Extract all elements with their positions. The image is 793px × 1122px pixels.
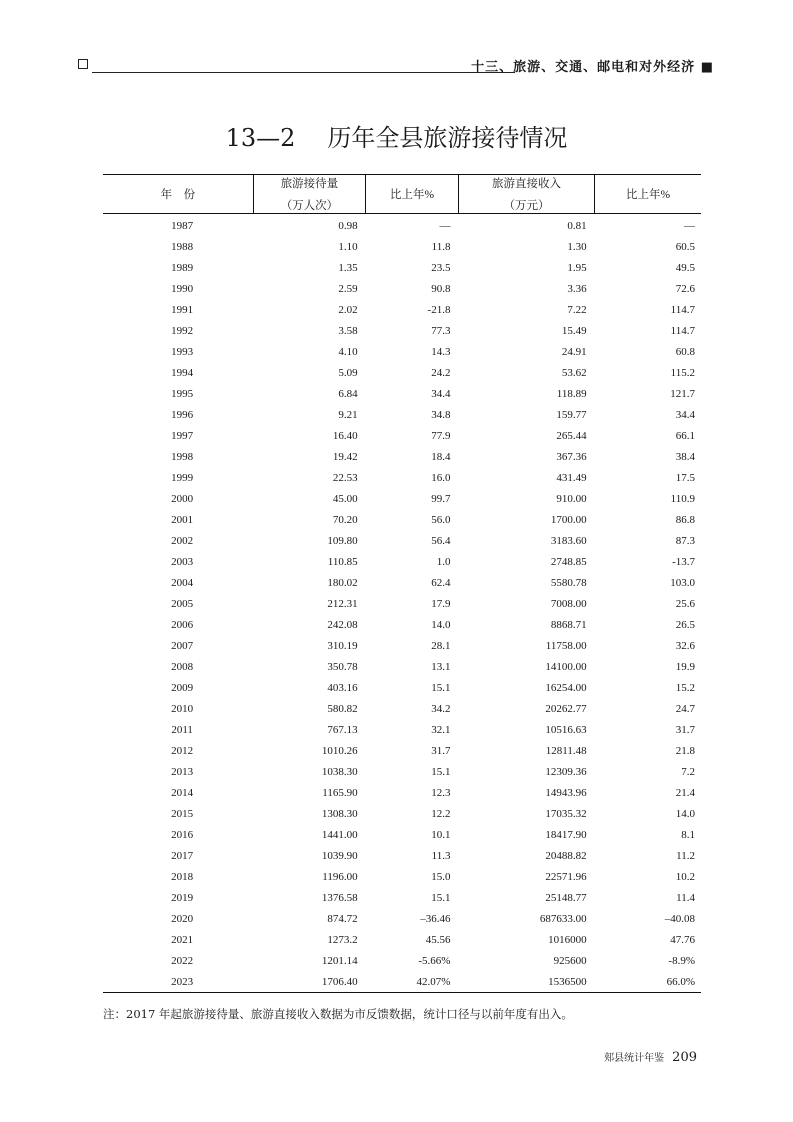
cell-visitors: 350.78 — [327, 660, 358, 673]
cell-revenue-growth: 60.5 — [675, 240, 695, 253]
cell-visitors-growth: 15.1 — [431, 765, 451, 778]
cell-visitors-growth: 45.56 — [425, 933, 451, 946]
table-row — [103, 614, 701, 635]
cell-visitors: 1038.30 — [321, 765, 358, 778]
cell-revenue-growth: -8.9% — [668, 954, 695, 967]
cell-visitors-growth: — — [439, 219, 451, 232]
running-header — [78, 56, 714, 74]
cell-visitors: 5.09 — [338, 366, 358, 379]
cell-year: 2012 — [171, 744, 194, 757]
cell-revenue: 159.77 — [556, 408, 587, 421]
cell-visitors-growth: 62.4 — [431, 576, 451, 589]
cell-visitors: 1201.14 — [321, 954, 358, 967]
cell-revenue-growth: 114.7 — [670, 324, 695, 337]
page-number: 209 — [672, 1050, 697, 1065]
cell-visitors-growth: 15.1 — [431, 891, 451, 904]
table-body — [103, 214, 701, 993]
cell-visitors-growth: 14.3 — [431, 345, 451, 358]
cell-year: 1995 — [171, 387, 194, 400]
table-row — [103, 257, 701, 278]
cell-revenue: 14100.00 — [545, 660, 587, 673]
cell-revenue-growth: — — [684, 219, 695, 232]
cell-revenue-growth: 17.5 — [675, 471, 695, 484]
cell-revenue: 3183.60 — [550, 534, 587, 547]
cell-year: 1999 — [171, 471, 194, 484]
cell-visitors-growth: 34.8 — [431, 408, 451, 421]
cell-year: 1988 — [171, 240, 194, 253]
table-row — [103, 488, 701, 509]
col-year: 年 份 — [103, 175, 253, 214]
cell-revenue-growth: 21.8 — [675, 744, 695, 757]
cell-year: 2008 — [171, 660, 194, 673]
table-row — [103, 803, 701, 824]
table-row — [103, 572, 701, 593]
cell-year: 2016 — [171, 828, 194, 841]
col-visitors-growth: 比上年% — [366, 175, 459, 214]
cell-revenue: 12811.48 — [545, 744, 587, 757]
table-number: 13—2 — [225, 124, 296, 152]
cell-revenue: 10516.63 — [545, 723, 587, 736]
table-row — [103, 677, 701, 698]
cell-year: 2014 — [171, 786, 194, 799]
cell-visitors: 1010.26 — [321, 744, 358, 757]
cell-revenue: 1016000 — [548, 933, 587, 946]
cell-year: 2023 — [103, 971, 253, 993]
cell-revenue-growth: 21.4 — [675, 786, 695, 799]
cell-year: 2019 — [171, 891, 194, 904]
cell-visitors-growth: 15.0 — [431, 870, 451, 883]
cell-visitors-growth: 16.0 — [431, 471, 451, 484]
table-row — [103, 908, 701, 929]
cell-year: 2013 — [171, 765, 194, 778]
cell-year: 1991 — [171, 303, 194, 316]
cell-year: 2004 — [171, 576, 194, 589]
cell-visitors-growth: 1.0 — [436, 555, 451, 568]
cell-visitors: 767.13 — [327, 723, 358, 736]
cell-visitors: 1706.40 — [253, 971, 365, 993]
table-row — [103, 341, 701, 362]
col-revenue: 旅游直接收入 （万元） — [458, 175, 594, 214]
cell-revenue: 910.00 — [556, 492, 587, 505]
cell-revenue: 7.22 — [567, 303, 587, 316]
cell-revenue: 53.62 — [561, 366, 587, 379]
cell-revenue-growth: -13.7 — [672, 555, 695, 568]
cell-revenue-growth: 66.1 — [675, 429, 695, 442]
cell-revenue-growth: 38.4 — [675, 450, 695, 463]
cell-year: 2009 — [171, 681, 194, 694]
cell-year: 2000 — [171, 492, 194, 505]
cell-visitors-growth: 15.1 — [431, 681, 451, 694]
header-box-icon — [78, 59, 88, 69]
cell-revenue: 925600 — [553, 954, 587, 967]
cell-visitors: 9.21 — [338, 408, 358, 421]
cell-visitors: 1165.90 — [322, 786, 358, 799]
table-row — [103, 467, 701, 488]
cell-year: 1998 — [171, 450, 194, 463]
cell-revenue: 16254.00 — [545, 681, 587, 694]
table-row — [103, 740, 701, 761]
cell-visitors-growth: 23.5 — [431, 261, 451, 274]
cell-visitors: 110.85 — [327, 555, 358, 568]
cell-visitors-growth: 42.07% — [366, 971, 459, 993]
cell-revenue: 7008.00 — [550, 597, 587, 610]
cell-revenue: 22571.96 — [545, 870, 587, 883]
table-row — [103, 551, 701, 572]
cell-visitors: 310.19 — [327, 639, 358, 652]
cell-revenue-growth: 15.2 — [675, 681, 695, 694]
cell-revenue-growth: 11.2 — [676, 849, 695, 862]
cell-year: 2011 — [171, 723, 193, 736]
cell-visitors-growth: 34.4 — [431, 387, 451, 400]
cell-year: 2018 — [171, 870, 194, 883]
cell-visitors-growth: 11.3 — [431, 849, 451, 862]
cell-revenue: 5580.78 — [550, 576, 587, 589]
table-row — [103, 845, 701, 866]
cell-revenue-growth: 32.6 — [675, 639, 695, 652]
cell-visitors-growth: 10.1 — [431, 828, 451, 841]
cell-year: 2002 — [171, 534, 194, 547]
table-row — [103, 950, 701, 971]
cell-year: 1993 — [171, 345, 194, 358]
cell-visitors: 1.35 — [338, 261, 358, 274]
cell-revenue-growth: 87.3 — [675, 534, 695, 547]
cell-visitors-growth: 18.4 — [431, 450, 451, 463]
table-row — [103, 887, 701, 908]
cell-revenue-growth: 66.0% — [595, 971, 701, 993]
cell-visitors-growth: 34.2 — [431, 702, 451, 715]
table-row — [103, 656, 701, 677]
cell-revenue: 24.91 — [561, 345, 587, 358]
cell-revenue: 12309.36 — [545, 765, 587, 778]
cell-revenue-growth: 103.0 — [670, 576, 695, 589]
cell-visitors: 212.31 — [327, 597, 358, 610]
cell-visitors: 874.72 — [327, 912, 358, 925]
cell-visitors: 109.80 — [327, 534, 358, 547]
cell-year: 1990 — [171, 282, 194, 295]
cell-visitors-growth: 31.7 — [431, 744, 451, 757]
cell-visitors: 1196.00 — [322, 870, 358, 883]
cell-revenue-growth: 24.7 — [675, 702, 695, 715]
cell-year: 1992 — [171, 324, 194, 337]
cell-visitors-growth: 14.0 — [431, 618, 451, 631]
cell-revenue: 431.49 — [556, 471, 587, 484]
cell-visitors: 2.02 — [338, 303, 358, 316]
cell-revenue: 11758.00 — [545, 639, 587, 652]
cell-year: 2010 — [171, 702, 194, 715]
header-row — [103, 175, 701, 214]
table-row — [103, 971, 701, 993]
cell-visitors-growth: 77.3 — [431, 324, 451, 337]
cell-revenue-growth: 25.6 — [675, 597, 695, 610]
cell-revenue-growth: 49.5 — [675, 261, 695, 274]
cell-revenue: 14943.96 — [545, 786, 587, 799]
table-row — [103, 278, 701, 299]
cell-visitors: 6.84 — [338, 387, 358, 400]
cell-revenue: 367.36 — [556, 450, 587, 463]
table-row — [103, 446, 701, 467]
cell-visitors-growth: 17.9 — [431, 597, 451, 610]
cell-year: 1996 — [171, 408, 194, 421]
cell-revenue-growth: 11.4 — [676, 891, 695, 904]
cell-visitors-growth: 24.2 — [431, 366, 451, 379]
table-row — [103, 719, 701, 740]
cell-revenue-growth: –40.08 — [664, 912, 695, 925]
cell-visitors: 580.82 — [327, 702, 358, 715]
cell-revenue: 1536500 — [458, 971, 594, 993]
cell-visitors: 1273.2 — [327, 933, 358, 946]
cell-visitors: 70.20 — [332, 513, 358, 526]
cell-year: 2006 — [171, 618, 194, 631]
table-row — [103, 214, 701, 237]
cell-revenue-growth: 115.2 — [670, 366, 695, 379]
table-row — [103, 383, 701, 404]
cell-revenue: 20488.82 — [545, 849, 587, 862]
table-row — [103, 362, 701, 383]
cell-visitors-growth: 12.2 — [431, 807, 451, 820]
cell-visitors-growth: 11.8 — [431, 240, 451, 253]
cell-revenue: 2748.85 — [550, 555, 587, 568]
page-footer — [604, 1046, 697, 1065]
cell-visitors: 19.42 — [332, 450, 358, 463]
cell-visitors: 2.59 — [338, 282, 358, 295]
cell-year: 2022 — [171, 954, 194, 967]
col-visitors: 旅游接待量 （万人次） — [253, 175, 365, 214]
cell-visitors: 4.10 — [338, 345, 358, 358]
cell-visitors: 1039.90 — [321, 849, 358, 862]
cell-revenue-growth: 60.8 — [675, 345, 695, 358]
cell-revenue-growth: 86.8 — [675, 513, 695, 526]
cell-year: 2015 — [171, 807, 194, 820]
table-row — [103, 320, 701, 341]
cell-revenue: 1700.00 — [550, 513, 587, 526]
table-row — [103, 425, 701, 446]
cell-year: 1997 — [171, 429, 194, 442]
cell-year: 2003 — [171, 555, 194, 568]
cell-revenue: 20262.77 — [545, 702, 587, 715]
table-row — [103, 404, 701, 425]
cell-revenue: 687633.00 — [539, 912, 587, 925]
cell-revenue-growth: 114.7 — [670, 303, 695, 316]
cell-revenue-growth: 47.76 — [670, 933, 695, 946]
cell-revenue: 18417.90 — [545, 828, 587, 841]
cell-year: 2005 — [171, 597, 194, 610]
table-title — [0, 118, 793, 153]
cell-visitors-growth: 32.1 — [431, 723, 451, 736]
cell-visitors: 45.00 — [332, 492, 358, 505]
cell-revenue-growth: 31.7 — [675, 723, 695, 736]
cell-revenue-growth: 121.7 — [670, 387, 695, 400]
cell-visitors-growth: 90.8 — [431, 282, 451, 295]
cell-revenue: 25148.77 — [545, 891, 587, 904]
table-row — [103, 866, 701, 887]
cell-revenue-growth: 8.1 — [681, 828, 695, 841]
cell-visitors: 242.08 — [327, 618, 358, 631]
cell-visitors-growth: 13.1 — [431, 660, 451, 673]
cell-year: 1989 — [171, 261, 194, 274]
cell-revenue-growth: 72.6 — [675, 282, 695, 295]
cell-visitors: 180.02 — [327, 576, 358, 589]
chapter-title: 十三、旅游、交通、邮电和对外经济 ■ — [471, 60, 714, 75]
cell-visitors-growth: 56.0 — [431, 513, 451, 526]
cell-visitors-growth: 56.4 — [431, 534, 451, 547]
table-row — [103, 635, 701, 656]
cell-year: 2001 — [171, 513, 194, 526]
table-row — [103, 698, 701, 719]
table-row — [103, 299, 701, 320]
cell-year: 2021 — [171, 933, 194, 946]
cell-visitors-growth: -5.66% — [418, 954, 451, 967]
cell-visitors-growth: 77.9 — [431, 429, 451, 442]
cell-year: 2020 — [171, 912, 194, 925]
book-title: 郏县统计年鉴 — [604, 1053, 665, 1064]
cell-revenue-growth: 7.2 — [681, 765, 695, 778]
cell-visitors-growth: 99.7 — [431, 492, 451, 505]
table-title-text: 历年全县旅游接待情况 — [327, 124, 568, 152]
table-row — [103, 761, 701, 782]
cell-visitors: 22.53 — [332, 471, 358, 484]
table-row — [103, 509, 701, 530]
cell-revenue-growth: 19.9 — [675, 660, 695, 673]
cell-year: 1994 — [171, 366, 194, 379]
col-revenue-growth: 比上年% — [595, 175, 701, 214]
cell-revenue-growth: 26.5 — [675, 618, 695, 631]
cell-visitors: 16.40 — [332, 429, 358, 442]
cell-revenue: 17035.32 — [545, 807, 587, 820]
cell-visitors-growth: -21.8 — [427, 303, 451, 316]
tourism-table — [103, 174, 701, 993]
table-row — [103, 236, 701, 257]
cell-year: 2017 — [171, 849, 194, 862]
cell-revenue: 1.95 — [567, 261, 587, 274]
table-row — [103, 782, 701, 803]
cell-visitors-growth: 28.1 — [431, 639, 451, 652]
cell-visitors-growth: –36.46 — [420, 912, 451, 925]
cell-visitors: 1308.30 — [321, 807, 358, 820]
cell-revenue-growth: 10.2 — [675, 870, 695, 883]
cell-revenue-growth: 110.9 — [670, 492, 695, 505]
cell-visitors: 1.10 — [338, 240, 358, 253]
cell-revenue: 118.89 — [556, 387, 587, 400]
cell-visitors-growth: 12.3 — [431, 786, 451, 799]
table-row — [103, 929, 701, 950]
cell-revenue: 0.81 — [567, 219, 587, 232]
cell-visitors: 1376.58 — [321, 891, 358, 904]
table-row — [103, 593, 701, 614]
cell-revenue: 3.36 — [567, 282, 587, 295]
cell-visitors: 0.98 — [338, 219, 358, 232]
cell-revenue: 1.30 — [567, 240, 587, 253]
table-row — [103, 824, 701, 845]
cell-year: 2007 — [171, 639, 194, 652]
cell-visitors: 403.16 — [327, 681, 358, 694]
cell-revenue: 15.49 — [561, 324, 587, 337]
header-rule — [92, 72, 515, 73]
cell-revenue: 8868.71 — [550, 618, 587, 631]
cell-visitors: 1441.00 — [321, 828, 358, 841]
cell-visitors: 3.58 — [338, 324, 358, 337]
cell-year: 1987 — [171, 219, 194, 232]
cell-revenue-growth: 34.4 — [675, 408, 695, 421]
table-row — [103, 530, 701, 551]
cell-revenue-growth: 14.0 — [675, 807, 695, 820]
footnote: 注：2017 年起旅游接待量、旅游直接收入数据为市反馈数据，统计口径与以前年度有出入。 — [103, 1007, 573, 1021]
cell-revenue: 265.44 — [556, 429, 587, 442]
